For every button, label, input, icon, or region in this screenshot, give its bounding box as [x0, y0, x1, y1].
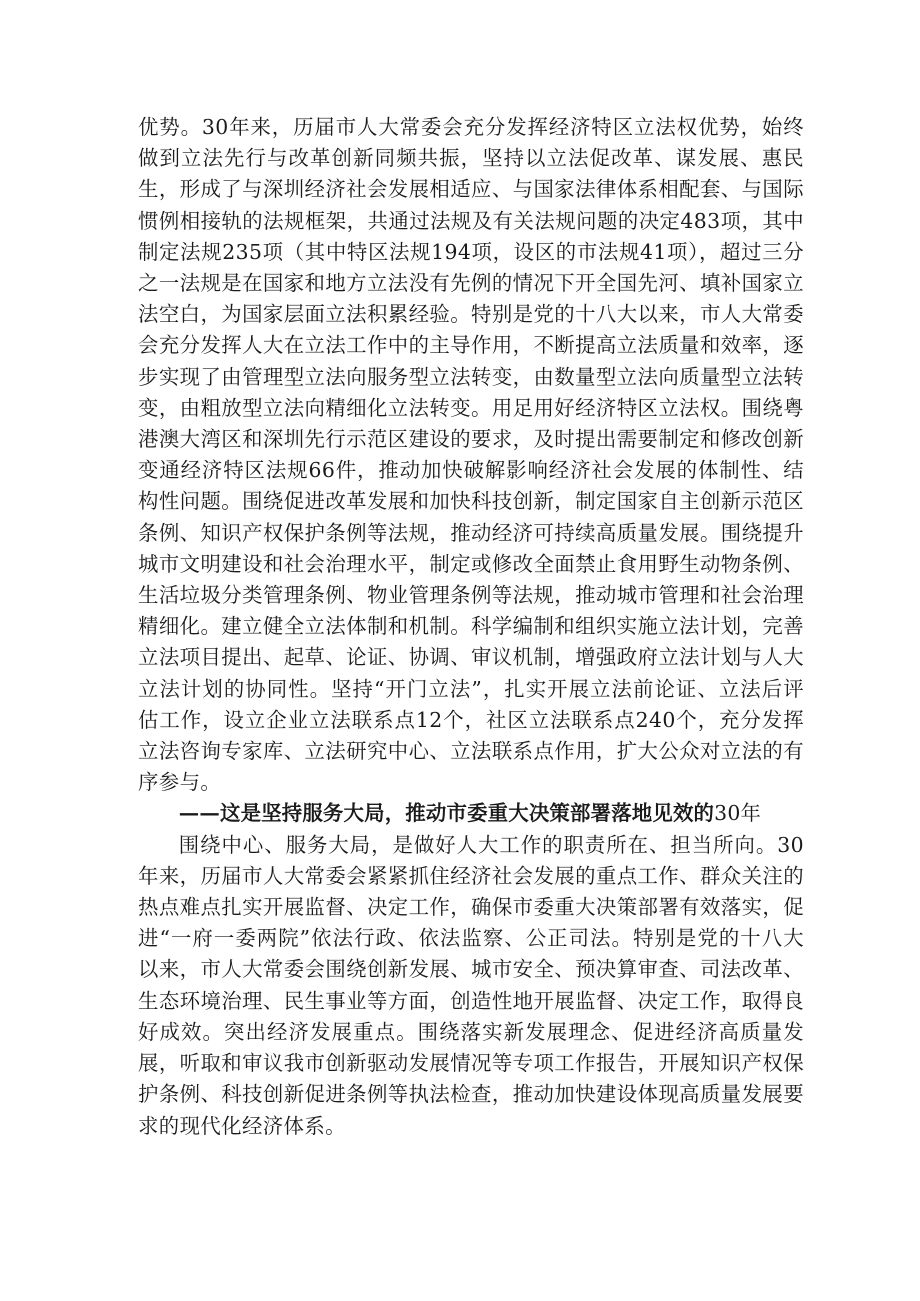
- section-heading-bold: ——这是坚持服务大局，推动市委重大决策部署落地见效的: [178, 801, 715, 826]
- document-page: [138, 112, 804, 1142]
- body-paragraph-legislation: 优势。30年来，历届市人大常委会充分发挥经济特区立法权优势，始终做到立法先行与改革创新同频共振，坚持以立法促改革、谋发展、惠民生，形成了与深圳经济社会发展相适应、与国家法律体系相配套、与国际惯例相接轨的法规框架，共通过法规及有关法规问题的决定483项，其中制定法规235项（其中特区法规194项，设区的市法规41项），超过三分之一法规是在国家和地方立法没有先例的情况下开全国先河、填补国家立法空白，为国家层面立法积累经验。特别是党的十八大以来，市人大常委会充分发挥人大在立法工作中的主导作用，不断提高立法质量和效率，逐步实现了由管理型立法向服务型立法转变，由数量型立法向质量型立法转变，由粗放型立法向精细化立法转变。用足用好经济特区立法权。围绕粤港澳大湾区和深圳先行示范区建设的要求，及时提出需要制定和修改创新变通经济特区法规66件，推动加快破解影响经济社会发展的体制性、结构性问题。围绕促进改革发展和加快科技创新，制定国家自主创新示范区条例、知识产权保护条例等法规，推动经济可持续高质量发展。围绕提升城市文明建设和社会治理水平，制定或修改全面禁止食用野生动物条例、生活垃圾分类管理条例、物业管理条例等法规，推动城市管理和社会治理精细化。建立健全立法体制和机制。科学编制和组织实施立法计划，完善立法项目提出、起草、论证、协调、审议机制，增强政府立法计划与人大立法计划的协同性。坚持“开门立法”，扎实开展立法前论证、立法后评估工作，设立企业立法联系点12个，社区立法联系点240个，充分发挥立法咨询专家库、立法研究中心、立法联系点作用，扩大公众对立法的有序参与。: [138, 115, 805, 795]
- section-heading-tail: 30年: [714, 801, 762, 826]
- section-heading: [138, 798, 804, 829]
- body-paragraph-supervision: 围绕中心、服务大局，是做好人大工作的职责所在、担当所向。30年来，历届市人大常委会紧紧抓住经济社会发展的重点工作、群众关注的热点难点扎实开展监督、决定工作，确保市委重大决策部署有效落实，促进“一府一委两院”依法行政、依法监察、公正司法。特别是党的十八大以来，市人大常委会围绕创新发展、城市安全、预决算审查、司法改革、生态环境治理、民生事业等方面，创造性地开展监督、决定工作，取得良好成效。突出经济发展重点。围绕落实新发展理念、促进经济高质量发展，听取和审议我市创新驱动发展情况等专项工作报告，开展知识产权保护条例、科技创新促进条例等执法检查，推动加快建设体现高质量发展要求的现代化经济体系。: [138, 832, 804, 1138]
